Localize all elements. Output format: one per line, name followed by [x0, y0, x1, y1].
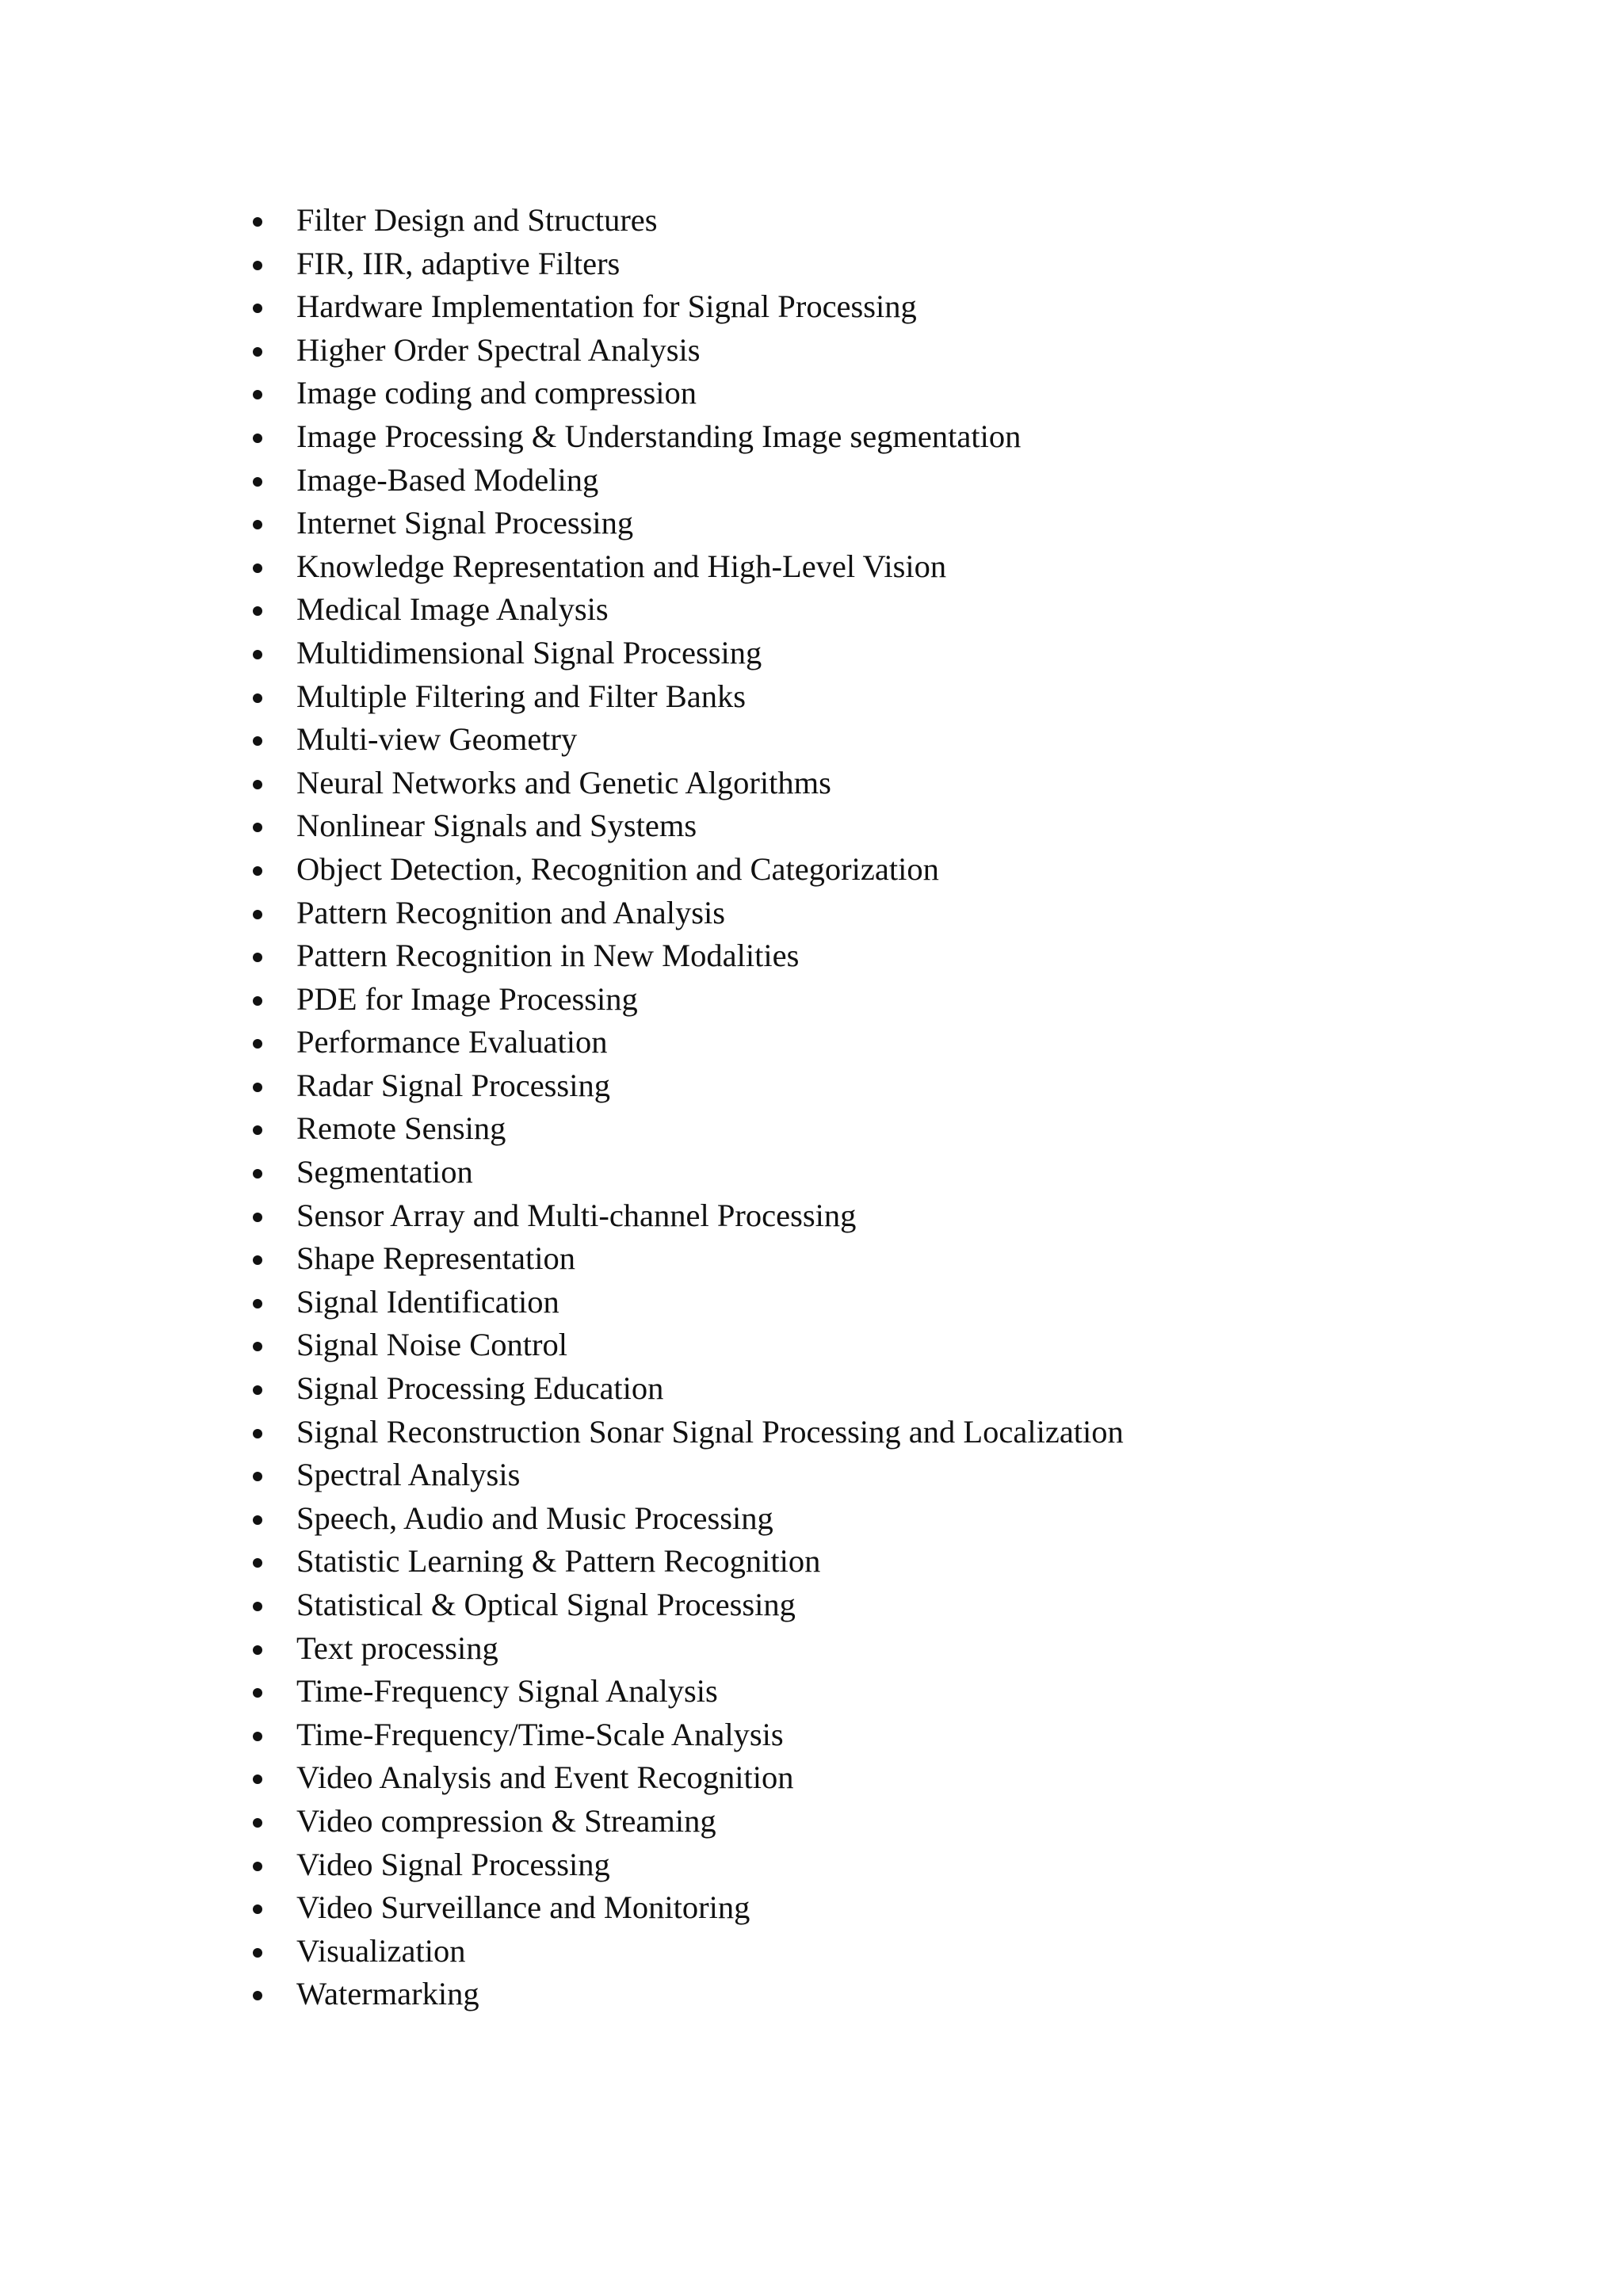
list-item-label: Image-Based Modeling [296, 461, 599, 498]
list-item [0, 199, 1124, 243]
list-item [0, 892, 1124, 935]
list-item [0, 285, 1124, 329]
list-item-label: Internet Signal Processing [296, 505, 634, 541]
list-item [0, 1021, 1124, 1064]
bullet-icon [253, 1429, 262, 1438]
bullet-icon [253, 736, 262, 746]
bullet-icon [253, 650, 262, 659]
bullet-icon [253, 347, 262, 357]
list-item [0, 1713, 1124, 1757]
list-item-label: Shape Representation [296, 1240, 576, 1277]
bullet-icon [253, 1732, 262, 1741]
bullet-icon [253, 1775, 262, 1784]
topic-bullet-list [0, 199, 1124, 2016]
list-item [0, 588, 1124, 632]
list-item-label: Nonlinear Signals and Systems [296, 808, 697, 844]
bullet-icon [253, 1083, 262, 1092]
bullet-icon [253, 1688, 262, 1698]
bullet-icon [253, 1645, 262, 1655]
bullet-icon [253, 1515, 262, 1525]
bullet-icon [253, 1948, 262, 1958]
bullet-icon [253, 1602, 262, 1611]
list-item [0, 632, 1124, 675]
list-item-label: Text processing [296, 1629, 498, 1666]
list-item [0, 1756, 1124, 1800]
list-item-label: Signal Processing Education [296, 1370, 664, 1407]
list-item-label: Object Detection, Recognition and Categorization [296, 850, 939, 887]
list-item-label: PDE for Image Processing [296, 980, 638, 1017]
list-item [0, 1670, 1124, 1713]
bullet-icon [253, 1125, 262, 1135]
list-item-label: Signal Noise Control [296, 1327, 567, 1363]
list-item [0, 1584, 1124, 1627]
bullet-icon [253, 1818, 262, 1828]
list-item [0, 1194, 1124, 1238]
bullet-icon [253, 1039, 262, 1049]
list-item [0, 329, 1124, 372]
list-item-label: Time-Frequency/Time-Scale Analysis [296, 1716, 784, 1752]
list-item-label: Spectral Analysis [296, 1457, 521, 1493]
bullet-icon [253, 910, 262, 919]
list-item [0, 848, 1124, 892]
list-item [0, 1411, 1124, 1454]
bullet-icon [253, 1169, 262, 1179]
list-item [0, 1540, 1124, 1584]
list-item [0, 934, 1124, 978]
list-item-label: Statistic Learning & Pattern Recognition [296, 1543, 821, 1580]
bullet-icon [253, 780, 262, 789]
list-item [0, 1281, 1124, 1324]
list-item-label: FIR, IIR, adaptive Filters [296, 245, 621, 281]
list-item [0, 1497, 1124, 1541]
list-item [0, 718, 1124, 762]
list-item-label: Pattern Recognition in New Modalities [296, 938, 800, 974]
list-item [0, 1886, 1124, 1930]
list-item [0, 1367, 1124, 1411]
list-item [0, 1973, 1124, 2016]
list-item-label: Remote Sensing [296, 1110, 506, 1147]
bullet-icon [253, 563, 262, 573]
bullet-icon [253, 693, 262, 703]
list-item-label: Sensor Array and Multi-channel Processing [296, 1197, 857, 1233]
list-item-label: Multidimensional Signal Processing [296, 634, 762, 670]
list-item-label: Time-Frequency Signal Analysis [296, 1673, 718, 1710]
bullet-icon [253, 1299, 262, 1308]
list-item [0, 675, 1124, 719]
list-item-label: Signal Identification [296, 1283, 559, 1320]
list-item-label: Video Signal Processing [296, 1846, 610, 1882]
list-item-label: Filter Design and Structures [296, 202, 658, 238]
list-item-label: Multiple Filtering and Filter Banks [296, 678, 746, 714]
list-item-label: Signal Reconstruction Sonar Signal Processing and Localization [296, 1413, 1124, 1450]
bullet-icon [253, 477, 262, 487]
bullet-icon [253, 261, 262, 270]
bullet-icon [253, 1558, 262, 1568]
list-item-label: Image Processing & Understanding Image segmentation [296, 418, 1022, 454]
bullet-icon [253, 1255, 262, 1265]
bullet-icon [253, 217, 262, 227]
list-item [0, 372, 1124, 415]
list-item [0, 1064, 1124, 1108]
list-item-label: Multi-view Geometry [296, 721, 578, 758]
list-item-label: Video compression & Streaming [296, 1802, 716, 1839]
bullet-icon [253, 823, 262, 832]
list-item [0, 1800, 1124, 1843]
bullet-icon [253, 434, 262, 443]
list-item [0, 502, 1124, 545]
list-item [0, 1843, 1124, 1887]
list-item [0, 243, 1124, 286]
list-item-label: Speech, Audio and Music Processing [296, 1499, 773, 1536]
list-item [0, 804, 1124, 848]
bullet-icon [253, 866, 262, 876]
list-item [0, 459, 1124, 502]
list-item [0, 1627, 1124, 1671]
bullet-icon [253, 1342, 262, 1351]
list-item [0, 1237, 1124, 1281]
list-item-label: Higher Order Spectral Analysis [296, 331, 701, 368]
list-item [0, 415, 1124, 459]
list-item [0, 1454, 1124, 1497]
list-item-label: Neural Networks and Genetic Algorithms [296, 764, 831, 800]
list-item [0, 762, 1124, 805]
bullet-icon [253, 1904, 262, 1914]
list-item [0, 1107, 1124, 1151]
list-item [0, 1151, 1124, 1194]
list-item-label: Radar Signal Processing [296, 1067, 610, 1103]
list-item-label: Knowledge Representation and High-Level Vision [296, 548, 947, 584]
list-item [0, 545, 1124, 589]
list-item [0, 978, 1124, 1022]
list-item-label: Visualization [296, 1932, 466, 1969]
bullet-icon [253, 953, 262, 962]
bullet-icon [253, 1862, 262, 1871]
list-item-label: Video Surveillance and Monitoring [296, 1889, 750, 1926]
list-item-label: Medical Image Analysis [296, 591, 609, 628]
list-item-label: Hardware Implementation for Signal Processing [296, 288, 917, 325]
bullet-icon [253, 520, 262, 529]
bullet-icon [253, 1991, 262, 2000]
list-item-label: Pattern Recognition and Analysis [296, 894, 726, 930]
list-item-label: Watermarking [296, 1976, 479, 2012]
list-item-label: Performance Evaluation [296, 1024, 608, 1060]
list-item [0, 1324, 1124, 1367]
bullet-icon [253, 1472, 262, 1481]
list-item-label: Video Analysis and Event Recognition [296, 1759, 794, 1796]
bullet-icon [253, 1385, 262, 1395]
list-item-label: Segmentation [296, 1154, 473, 1190]
list-item [0, 1930, 1124, 1973]
list-item-label: Statistical & Optical Signal Processing [296, 1587, 796, 1622]
bullet-icon [253, 304, 262, 313]
bullet-icon [253, 606, 262, 616]
bullet-icon [253, 390, 262, 399]
bullet-icon [253, 996, 262, 1006]
list-item-label: Image coding and compression [296, 375, 697, 411]
bullet-icon [253, 1213, 262, 1222]
